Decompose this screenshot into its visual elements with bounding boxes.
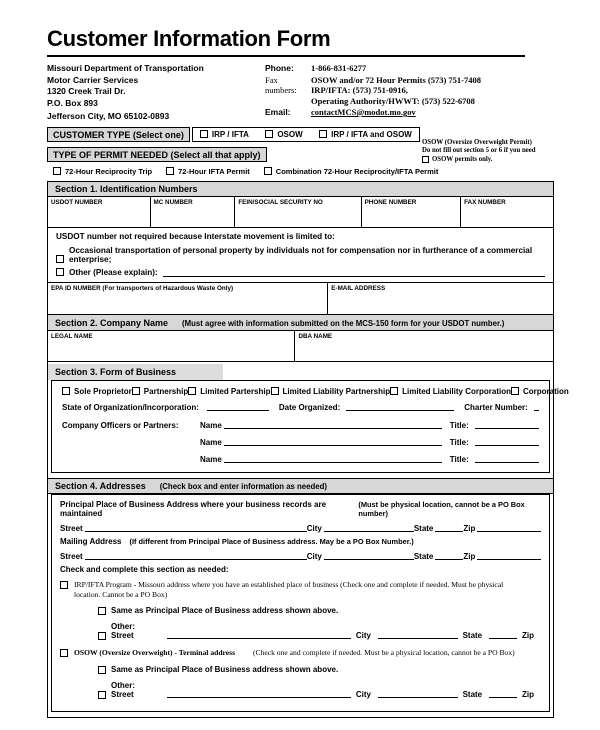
fax-row [265, 75, 481, 107]
phone-number-field[interactable]: PHONE NUMBER [362, 197, 461, 227]
company-officers-area [52, 414, 549, 472]
business-type-option[interactable]: Limited Liability Partnership [271, 387, 391, 396]
occasional-transport-option[interactable]: Occasional transportation of personal property by individuals not for compensation nor in furtherance of a commercial enterprise; [48, 243, 553, 265]
officer-title-input-line[interactable] [475, 438, 539, 446]
agency-line: Motor Carrier Services [47, 74, 139, 85]
customer-type-option[interactable]: IRP / IFTA [200, 130, 249, 139]
principal-street-line: Street City State Zip [60, 524, 541, 533]
city-input-line[interactable] [324, 552, 414, 560]
other-explain-input-line[interactable] [163, 269, 545, 277]
usdot-note: USDOT number not required because Interstate movement is limited to: [56, 232, 335, 241]
agency-line: P.O. Box 893 [47, 97, 98, 108]
customer-type-options [192, 127, 420, 142]
legal-name-field[interactable]: LEGAL NAME [48, 331, 295, 361]
city-input-line[interactable] [378, 631, 458, 639]
agency-address-block [47, 63, 265, 123]
form-main-box [47, 181, 569, 718]
osow-terminal-option[interactable]: OSOW (Oversize Overweight) - Terminal address (Check one and complete if needed. Must be a physical location, cannot be a PO Box) [60, 648, 541, 658]
epa-email-table [48, 282, 553, 315]
checkbox-icon[interactable] [265, 130, 273, 138]
fax-label: Fax numbers: [265, 74, 297, 95]
officer-row: Company Officers or Partners: Name Title: [62, 421, 539, 430]
customer-type-option[interactable]: IRP / IFTA and OSOW [319, 130, 412, 139]
email-link[interactable]: contactMCS@modot.mo.gov [311, 107, 416, 117]
mailing-street-line: Street City State Zip [60, 552, 541, 561]
business-type-option[interactable]: Partnership [132, 387, 188, 396]
checkbox-icon[interactable] [271, 387, 279, 395]
checkbox-icon[interactable] [98, 607, 106, 615]
phone-value: 1-866-831-6277 [311, 63, 367, 73]
business-type-option[interactable]: Corporation [511, 387, 569, 396]
checkbox-icon[interactable] [53, 167, 61, 175]
city-input-line[interactable] [378, 690, 458, 698]
checkbox-icon[interactable] [62, 387, 70, 395]
business-type-option[interactable]: Limited Liability Corporation [390, 387, 511, 396]
permit-type-area [47, 138, 554, 176]
irp-other-address-line[interactable]: Other: Street City State Zip [98, 622, 541, 640]
permit-type-options [53, 167, 554, 176]
checkbox-icon[interactable] [511, 387, 519, 395]
officer-name-input-line[interactable] [224, 455, 442, 463]
osow-same-address-option[interactable]: Same as Principal Place of Business address shown above. [98, 665, 541, 674]
checkbox-icon[interactable] [56, 255, 64, 263]
zip-input-line[interactable] [477, 552, 541, 560]
checkbox-icon[interactable] [319, 130, 327, 138]
charter-number-input-line[interactable] [534, 403, 539, 411]
email-row [265, 107, 481, 118]
officer-name-input-line[interactable] [224, 438, 442, 446]
checkbox-icon[interactable] [60, 649, 68, 657]
identification-table [48, 197, 553, 228]
officer-title-input-line[interactable] [475, 455, 539, 463]
contact-block [265, 63, 481, 123]
email-address-field[interactable]: E-MAIL ADDRESS [331, 285, 386, 292]
checkbox-icon[interactable] [422, 156, 429, 163]
checkbox-icon[interactable] [166, 167, 174, 175]
fax-line: Operating Authority/HWWT: (573) 522-6708 [311, 95, 475, 106]
other-explain-option[interactable]: Other (Please explain): [48, 265, 553, 282]
customer-type-option[interactable]: OSOW [265, 130, 302, 139]
section3-header: Section 3. Form of Business [48, 362, 553, 380]
officer-name-input-line[interactable] [224, 421, 442, 429]
principal-address-label: Principal Place of Business Address where your business records are maintained (Must be physical location, cannot be a PO Box number) [60, 500, 525, 518]
company-name-table [48, 331, 553, 362]
street-input-line[interactable] [85, 552, 307, 560]
street-input-line[interactable] [167, 690, 351, 698]
street-input-line[interactable] [85, 524, 307, 532]
state-input-line[interactable] [435, 524, 463, 532]
checkbox-icon[interactable] [98, 632, 106, 640]
permit-option[interactable]: 72-Hour IFTA Permit [166, 167, 250, 176]
date-organized-input-line[interactable] [346, 403, 454, 411]
fax-line: IRP/IFTA: (573) 751-0916, [311, 85, 408, 95]
checkbox-icon[interactable] [98, 666, 106, 674]
document-body [47, 26, 569, 718]
mc-number-field[interactable]: MC NUMBER [151, 197, 236, 227]
usdot-number-field[interactable]: USDOT NUMBER [48, 197, 151, 227]
state-input-line[interactable] [435, 552, 463, 560]
check-complete-note: Check and complete this section as needed: [60, 565, 229, 574]
checkbox-icon[interactable] [98, 691, 106, 699]
osow-other-address-line[interactable]: Other: Street City State Zip [98, 681, 541, 699]
checkbox-icon[interactable] [132, 387, 140, 395]
checkbox-icon[interactable] [188, 387, 196, 395]
phone-row [265, 63, 481, 74]
officer-title-input-line[interactable] [475, 421, 539, 429]
checkbox-icon[interactable] [60, 581, 68, 589]
page-title: Customer Information Form [47, 26, 525, 57]
checkbox-icon[interactable] [390, 387, 398, 395]
mailing-address-label: Mailing Address (If different from Principal Place of Business address. May be a PO Box Number.) [60, 537, 414, 546]
agency-line: Missouri Department of Transportation [47, 63, 204, 73]
permit-option[interactable]: 72-Hour Reciprocity Trip [53, 167, 152, 176]
business-type-options [52, 381, 569, 398]
section1-header: Section 1. Identification Numbers [48, 182, 553, 198]
state-input-line[interactable] [489, 690, 517, 698]
agency-line: Jefferson City, MO 65102-0893 [47, 111, 170, 121]
permit-type-label: TYPE OF PERMIT NEEDED (Select all that apply) [47, 147, 267, 162]
epa-id-field[interactable]: EPA ID NUMBER (For transporters of Hazardous Waste Only) [48, 283, 328, 314]
fax-values [311, 75, 481, 107]
officer-row: Name Title: [62, 438, 539, 447]
fein-ssn-field[interactable]: FEIN/SOCIAL SECURITY NO [235, 197, 361, 227]
form-header [47, 63, 554, 123]
phone-label: Phone: [265, 63, 294, 73]
organization-line: State of Organization/Incorporation: Date Organized: Charter Number: [52, 398, 549, 414]
city-input-line[interactable] [324, 524, 414, 532]
irp-same-address-option[interactable]: Same as Principal Place of Business address shown above. [98, 606, 541, 615]
osow-note: OSOW (Oversize Overweight Permit) Do not fill out section 5 or 6 if you need OSOW permits only. [422, 139, 574, 165]
agency-line: 1320 Creek Trail Dr. [47, 86, 126, 96]
zip-input-line[interactable] [477, 524, 541, 532]
street-input-line[interactable] [167, 631, 351, 639]
irp-ifta-program-option[interactable]: IRP/IFTA Program - Missouri address where you have an established place of business (Check one and complete if needed. Must be physical location. Cannot be a PO Box) [60, 580, 541, 599]
form-of-business-box [51, 380, 569, 473]
state-input-line[interactable] [489, 631, 517, 639]
business-type-option[interactable]: Sole Proprietor [62, 387, 132, 396]
section2-header: Section 2. Company Name (Must agree with information submitted on the MCS-150 form for your USDOT number.) [48, 315, 553, 331]
osow-only-option[interactable]: OSOW permits only. [422, 156, 574, 165]
business-type-option[interactable]: Limited Partership [188, 387, 270, 396]
permit-option[interactable]: Combination 72-Hour Reciprocity/IFTA Permit [264, 167, 439, 176]
fax-number-field[interactable]: FAX NUMBER [464, 199, 506, 206]
addresses-box [51, 494, 550, 712]
state-of-organization-input-line[interactable] [207, 403, 269, 411]
email-label: Email: [265, 107, 291, 117]
officer-row: Name Title: [62, 455, 539, 464]
checkbox-icon[interactable] [264, 167, 272, 175]
customer-type-label: CUSTOMER TYPE (Select one) [47, 127, 190, 142]
dba-name-field[interactable]: DBA NAME [298, 332, 333, 340]
fax-line: OSOW and/or 72 Hour Permits (573) 751-7408 [311, 74, 481, 85]
section4-header: Section 4. Addresses (Check box and enter information as needed) [48, 478, 553, 495]
checkbox-icon[interactable] [200, 130, 208, 138]
checkbox-icon[interactable] [56, 268, 64, 276]
